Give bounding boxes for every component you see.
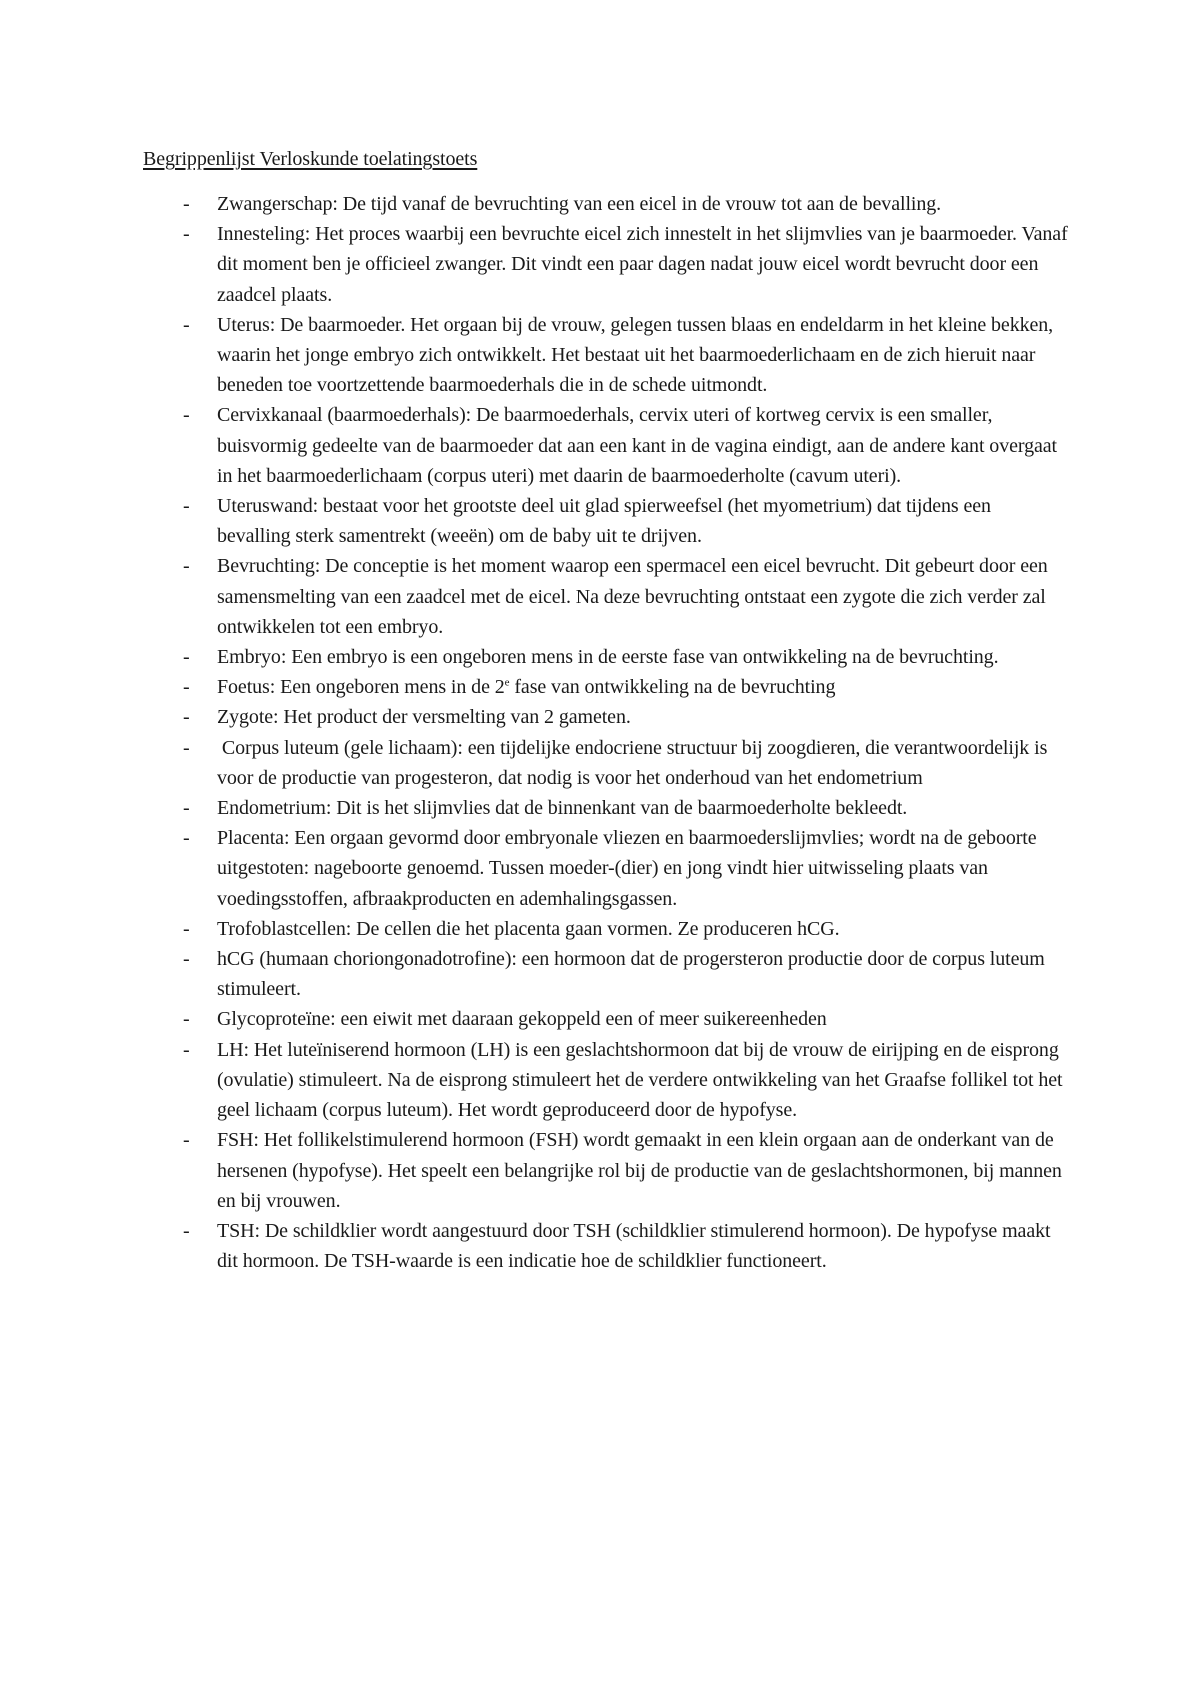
list-item [183, 793, 1068, 823]
list-item-text: hCG (humaan choriongonadotrofine): een hormoon dat de progersteron productie door de corpus luteum stimuleert. [217, 948, 1045, 1001]
list-dash: - [183, 555, 190, 578]
list-dash: - [183, 1129, 190, 1152]
list-dash: - [183, 404, 190, 427]
list-dash: - [183, 706, 190, 729]
list-item [183, 491, 1068, 551]
list-item-text: Trofoblastcellen: De cellen die het placenta gaan vormen. Ze produceren hCG. [217, 917, 840, 940]
list-item-text: Zwangerschap: De tijd vanaf de bevruchting van een eicel in de vrouw tot aan de bevalling. [217, 193, 942, 215]
list-item-text: Uteruswand: bestaat voor het grootste deel uit glad spierweefsel (het myometrium) dat tijdens een bevalling sterk samentrekt (weeën) om de baby uit te drijven. [217, 495, 991, 548]
list-item [183, 823, 1068, 914]
list-item-text: Bevruchting: De conceptie is het moment waarop een spermacel een eicel bevrucht. Dit gebeurt door een samensmelting van een zaadcel met de eicel. Na deze bevruchting ontstaat een zygote die zich verder zal ontwikkelen tot een embryo. [217, 555, 1048, 638]
list-item-text: TSH: De schildklier wordt aangestuurd door TSH (schildklier stimulerend hormoon). De hypofyse maakt dit hormoon. De TSH-waarde is een indicatie hoe de schildklier functioneert. [217, 1219, 1051, 1273]
list-item-text: FSH: Het follikelstimulerend hormoon (FSH) wordt gemaakt in een klein orgaan aan de onderkant van de hersenen (hypofyse). Het speelt een belangrijke rol bij de productie van de geslachtshormonen, bij mannen en bij vrouwen. [217, 1129, 1062, 1212]
list-dash: - [183, 917, 190, 940]
list-dash: - [183, 676, 190, 699]
term-list [183, 189, 1068, 1276]
list-item [183, 219, 1068, 310]
list-item [183, 551, 1068, 642]
list-item-text: Corpus luteum (gele lichaam): een tijdelijke endocriene structuur bij zoogdieren, die verantwoordelijk is voor de productie van progesteron, dat nodig is voor het onderhoud van het endometrium [217, 736, 1053, 789]
list-item [183, 672, 1068, 702]
list-dash: - [183, 736, 190, 759]
list-item-text: Embryo: Een embryo is een ongeboren mens in de eerste fase van ontwikkeling na de bevruchting. [217, 646, 999, 669]
list-item-text: Endometrium: Dit is het slijmvlies dat de binnenkant van de baarmoederholte bekleedt. [217, 797, 908, 820]
list-item-text: LH: Het luteïniserend hormoon (LH) is een geslachtshormoon dat bij de vrouw de eirijping en de eisprong (ovulatie) stimuleert. Na de eisprong stimuleert het de verdere ontwikkeling van het Graafse follikel tot het geel lichaam (corpus luteum). Het wordt geproduceerd door de hypofyse. [217, 1038, 1063, 1122]
list-item-text: Foetus: Een ongeboren mens in de 2 [217, 676, 505, 699]
list-item-text: Glycoproteïne: een eiwit met daaraan gekoppeld een of meer suikereenheden [217, 1008, 827, 1031]
page-title: Begrippenlijst Verloskunde toelatingstoets [143, 148, 478, 170]
list-dash: - [183, 193, 190, 215]
list-item [183, 189, 1068, 219]
list-item [183, 944, 1068, 1004]
list-item [183, 1035, 1068, 1126]
list-item [183, 1125, 1068, 1216]
list-dash: - [183, 1219, 190, 1242]
list-dash: - [183, 797, 190, 820]
list-dash: - [183, 495, 190, 518]
list-item-text: Zygote: Het product der versmelting van 2 gameten. [217, 706, 631, 729]
list-dash: - [183, 1008, 190, 1031]
list-dash: - [183, 313, 190, 336]
list-item [183, 400, 1068, 491]
list-item [183, 702, 1068, 732]
list-item-text: Uterus: De baarmoeder. Het orgaan bij de vrouw, gelegen tussen blaas en endeldarm in het kleine bekken, waarin het jonge embryo zich ontwikkelt. Het bestaat uit het baarmoederlichaam en de zich hieruit naar beneden toe voortzettende baarmoederhals die in de schede uitmondt. [217, 313, 1054, 397]
list-dash: - [183, 827, 190, 850]
list-dash: - [183, 646, 190, 669]
list-dash: - [183, 1038, 190, 1061]
list-item-text: Placenta: Een orgaan gevormd door embryonale vliezen en baarmoederslijmvlies; wordt na de geboorte uitgestoten: nageboorte genoemd. Tussen moeder-(dier) en jong vindt hier uitwisseling plaats van voedingsstoffen, afbraakproducten en ademhalingsgassen. [217, 827, 1037, 910]
ordinal-superscript: e [504, 676, 510, 689]
list-item [183, 914, 1068, 944]
list-item-text: Innesteling: Het proces waarbij een bevruchte eicel zich innestelt in het slijmvlies van je baarmoeder. Vanaf dit moment ben je officieel zwanger. Dit vindt een paar dagen nadat jouw eicel wordt bevrucht door een zaadcel plaats. [217, 223, 1068, 306]
list-item-text: Cervixkanaal (baarmoederhals): De baarmoederhals, cervix uteri of kortweg cervix is een smaller, buisvormig gedeelte van de baarmoeder dat aan een kant in de vagina eindigt, aan de andere kant overgaat in het baarmoederlichaam (corpus uteri) met daarin de baarmoederholte (cavum uteri). [217, 404, 1057, 487]
list-item [183, 1216, 1068, 1276]
list-item [183, 642, 1068, 672]
list-item [183, 310, 1068, 401]
list-item [183, 733, 1068, 793]
list-dash: - [183, 223, 190, 246]
list-item [183, 1004, 1068, 1034]
list-item-text: fase van ontwikkeling na de bevruchting [509, 676, 836, 699]
list-dash: - [183, 948, 190, 971]
